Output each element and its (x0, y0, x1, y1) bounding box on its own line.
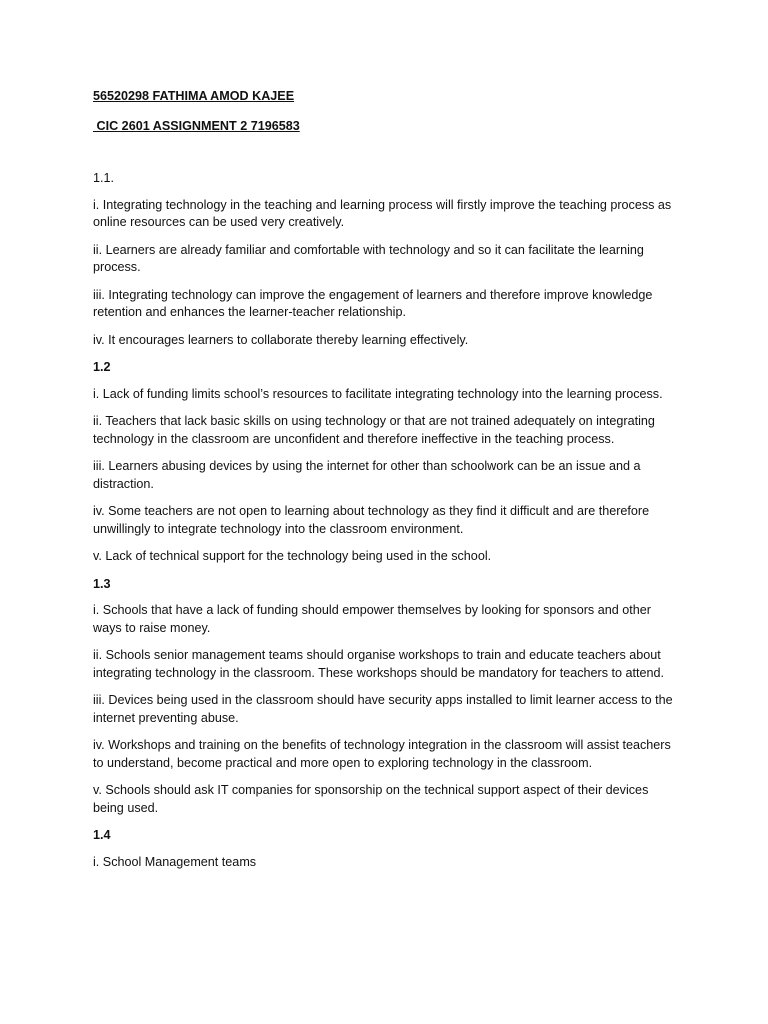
paragraph: v. Lack of technical support for the technology being used in the school. (93, 549, 492, 563)
paragraph: i. School Management teams (93, 854, 257, 869)
paragraph: v. Schools should ask IT companies for sponsorship on the technical support aspect of their devices being used. (93, 783, 649, 815)
paragraph: iii. Integrating technology can improve the engagement of learners and therefore improve knowledge retention and enhances the learner-teacher relationship. (93, 287, 653, 319)
section-1-1 (93, 170, 673, 349)
paragraph: iv. It encourages learners to collaborate thereby learning effectively. (93, 332, 469, 347)
section-1-2 (93, 359, 673, 566)
paragraph: ii. Schools senior management teams should organise workshops to train and educate teachers about integrating technology in the classroom. These workshops should be mandatory for teachers to attend. (93, 648, 665, 680)
paragraph: i. Integrating technology in the teaching and learning process will firstly improve the teaching process as online resources can be used very creatively. (93, 197, 672, 229)
section-1-3 (93, 576, 673, 818)
section-number: 1.2 (93, 360, 111, 374)
paragraph: iv. Some teachers are not open to learning about technology as they find it difficult and are therefore unwillingly to integrate technology into the classroom environment. (93, 504, 650, 536)
section-number: 1.4 (93, 828, 111, 842)
student-name-heading: 56520298 FATHIMA AMOD KAJEE (93, 89, 295, 103)
paragraph: ii. Learners are already familiar and comfortable with technology and so it can facilitate the learning process. (93, 242, 644, 274)
assignment-heading: CIC 2601 ASSIGNMENT 2 7196583 (93, 118, 300, 133)
document-page (93, 88, 673, 881)
section-1-4 (93, 827, 673, 871)
paragraph: i. Schools that have a lack of funding should empower themselves by looking for sponsors and other ways to raise money. (93, 603, 651, 635)
paragraph: iii. Learners abusing devices by using the internet for other than schoolwork can be an issue and a distraction. (93, 459, 641, 491)
section-number: 1.3 (93, 576, 111, 591)
paragraph: ii. Teachers that lack basic skills on using technology or that are not trained adequately on integrating technology in the classroom are unconfident and therefore ineffective in the teaching process. (93, 414, 655, 446)
paragraph: iv. Workshops and training on the benefits of technology integration in the classroom will assist teachers to understand, become practical and more open to exploring technology in the classroom. (93, 738, 671, 770)
paragraph: i. Lack of funding limits school’s resources to facilitate integrating technology into the learning process. (93, 386, 663, 401)
section-number: 1.1. (93, 171, 115, 185)
paragraph: iii. Devices being used in the classroom should have security apps installed to limit learner access to the internet preventing abuse. (93, 693, 673, 725)
